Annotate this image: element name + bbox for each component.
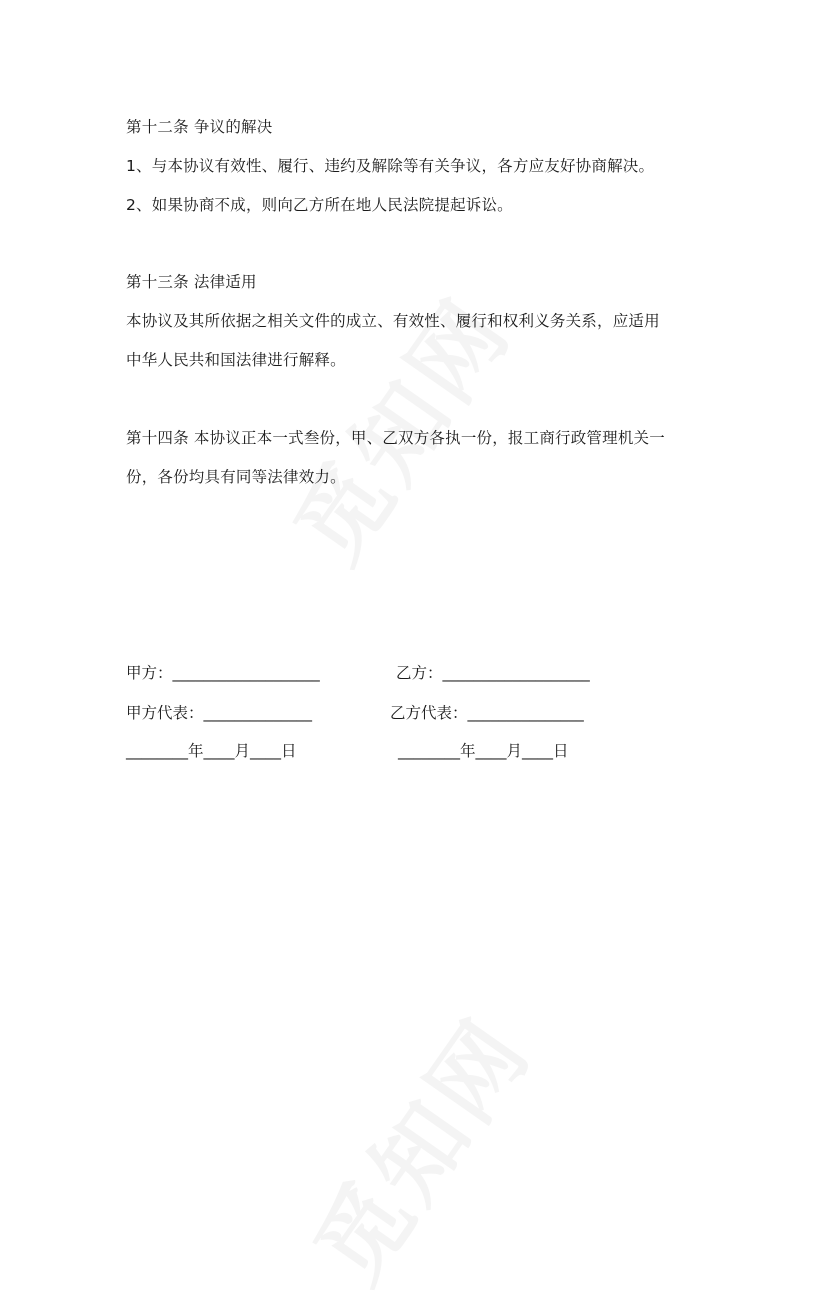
article-12-item-2: 2、如果协商不成，则向乙方所在地人民法院提起诉讼。	[126, 196, 513, 214]
article-13-line-2: 中华人民共和国法律进行解释。	[126, 351, 346, 369]
party-a-signature-line: 甲方：___________________	[126, 664, 320, 682]
article-13-title: 第十三条 法律适用	[126, 273, 257, 291]
article-14-line-1: 第十四条 本协议正本一式叁份，甲、乙双方各执一份，报工商行政管理机关一	[126, 429, 665, 447]
watermark-bottom	[279, 988, 556, 1304]
party-a-representative-line: 甲方代表：______________	[126, 704, 313, 722]
party-b-representative-line: 乙方代表：_______________	[390, 704, 584, 722]
article-13-line-1: 本协议及其所依据之相关文件的成立、有效性、履行和权利义务关系，应适用	[126, 312, 660, 330]
party-b-date-line: ________年____月____日	[398, 742, 569, 760]
article-14-line-2: 份，各份均具有同等法律效力。	[126, 468, 346, 486]
article-12-item-1: 1、与本协议有效性、履行、违约及解除等有关争议，各方应友好协商解决。	[126, 157, 655, 175]
article-12-title: 第十二条 争议的解决	[126, 118, 273, 136]
party-b-signature-line: 乙方：___________________	[396, 664, 590, 682]
party-a-date-line: ________年____月____日	[126, 742, 297, 760]
